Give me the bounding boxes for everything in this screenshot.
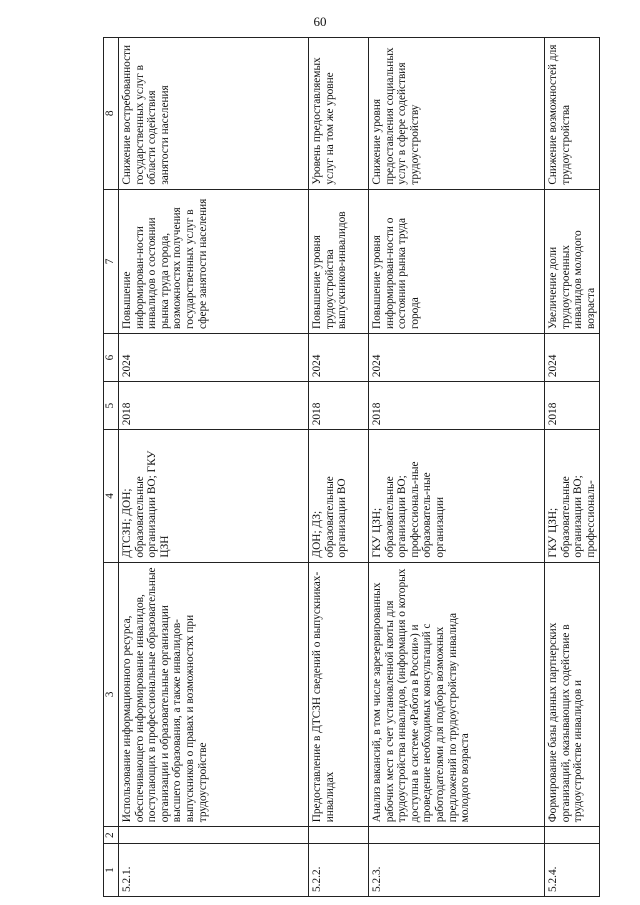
executors: ДТСЗН; ДОН; образовательные организации ВО; ГКУ ЦЗН xyxy=(119,430,309,562)
expected-result: Увеличение доли трудоустроенных инвалидов молодого возраста xyxy=(545,189,600,333)
column-header: 5 xyxy=(104,382,119,430)
measure-description: Формирование базы данных партнерских организаций, оказывающих содействие в трудоустройстве инвалидов и xyxy=(545,562,600,827)
column-header: 1 xyxy=(104,844,119,897)
table-row xyxy=(369,38,545,897)
measure-description: Анализ вакансий, в том числе зарезервированных рабочих мест в счет установленной квоты для трудоустройства инвалидов, (информация о которых доступна в системе «Работа в России») и проведение необходимых консультаций с работодателями для подбора возможных предложений по трудоустройству инвалида молодого возраста xyxy=(369,562,545,827)
expected-result: Повышение информирован-ности инвалидов о состоянии рынка труда города, возможностях получения государственных услуг в сфере занятости населения xyxy=(119,189,309,333)
column-header: 3 xyxy=(104,562,119,827)
column-header: 7 xyxy=(104,189,119,333)
risk-consequence: Уровень предоставляемых услуг на том же уровне xyxy=(309,38,369,190)
empty-cell xyxy=(309,827,369,844)
end-year: 2024 xyxy=(369,334,545,382)
row-number: 5.2.1. xyxy=(119,844,309,897)
end-year: 2024 xyxy=(119,334,309,382)
executors: ДОН; ДЗ; образовательные организации ВО xyxy=(309,430,369,562)
start-year: 2018 xyxy=(309,382,369,430)
measures-table xyxy=(103,37,600,897)
end-year: 2024 xyxy=(309,334,369,382)
measure-description: Предоставление в ДТСЗН сведений о выпускниках-инвалидах xyxy=(309,562,369,827)
end-year: 2024 xyxy=(545,334,600,382)
empty-cell xyxy=(369,827,545,844)
empty-cell xyxy=(119,827,309,844)
table-row xyxy=(119,38,309,897)
risk-consequence: Снижение уровня предоставления социальных услуг в сфере содействия трудоустройству xyxy=(369,38,545,190)
row-number: 5.2.3. xyxy=(369,844,545,897)
table-row xyxy=(309,38,369,897)
row-number: 5.2.4. xyxy=(545,844,600,897)
measure-description: Использование информационного ресурса, обеспечивающего информирование инвалидов, поступающих в профессиональные образовательные организации и образовательные организации высшего образования, а также инвалидов-выпускников о правах и возможностях при трудоустройстве xyxy=(119,562,309,827)
risk-consequence: Снижение востребованности государственных услуг в области содействия занятости населения xyxy=(119,38,309,190)
column-header: 6 xyxy=(104,334,119,382)
executors: ГКУ ЦЗН; образовательные организации ВО; профессиональ- xyxy=(545,430,600,562)
column-header: 8 xyxy=(104,38,119,190)
empty-cell xyxy=(545,827,600,844)
rotated-table-container xyxy=(103,37,597,897)
executors: ГКУ ЦЗН; образовательные организации ВО; профессиональ-ные образователь-ные организации xyxy=(369,430,545,562)
start-year: 2018 xyxy=(369,382,545,430)
start-year: 2018 xyxy=(545,382,600,430)
row-number: 5.2.2. xyxy=(309,844,369,897)
expected-result: Повышение уровня информирован-ности о состоянии рынка труда города xyxy=(369,189,545,333)
page-number: 60 xyxy=(313,14,327,29)
start-year: 2018 xyxy=(119,382,309,430)
rotated-content xyxy=(103,37,597,897)
risk-consequence: Снижение возможностей для трудоустройства xyxy=(545,38,600,190)
column-header: 4 xyxy=(104,430,119,562)
column-header: 2 xyxy=(104,827,119,844)
header-row xyxy=(104,38,119,897)
expected-result: Повышение уровня трудоустройства выпускников-инвалидов xyxy=(309,189,369,333)
table-row xyxy=(545,38,600,897)
